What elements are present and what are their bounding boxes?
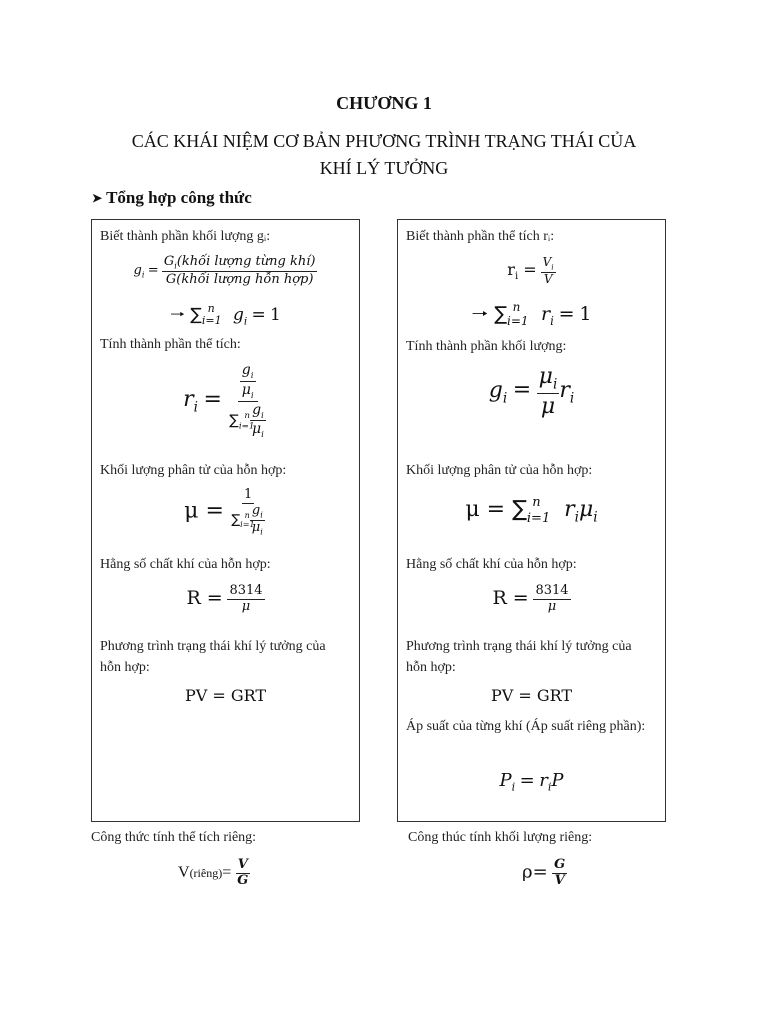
subtitle-line-2: KHÍ LÝ TƯỞNG <box>319 158 449 178</box>
molar-mass-formula: $\mu = \sum_{i=1}^n$ $r_i\mu_i$ <box>465 495 598 526</box>
volume-sum-rule: 🠒 $\sum_{i=1}^n$ $r_i = 1$ <box>471 300 592 328</box>
gas-constant-value: 8314 <box>229 583 263 598</box>
gas-constant-value: 8314 <box>535 583 569 598</box>
mass-fraction-formula: $g_i$ = $\frac{G_i(khối lượng từng khí)}{\text{G(khối lượng hỗn hợp)}}$ <box>133 254 316 287</box>
state-equation: PV = GRT <box>184 686 267 705</box>
volume-sum-value: 1 <box>579 303 592 325</box>
volume-fraction-formula: $r_i$ = $\frac{V_i}{V}$ <box>507 255 554 286</box>
mass-fraction-label: Tính thành phần khối lượng: <box>406 339 567 354</box>
section-title: Tổng hợp công thức <box>106 188 252 207</box>
subtitle-line-1: CÁC KHÁI NIỆM CƠ BẢN PHƯƠNG TRÌNH TRẠNG THÁI CỦA <box>131 131 637 151</box>
gas-constant-label: Hằng số chất khí của hỗn hợp: <box>100 557 271 572</box>
arrowhead-bullet-icon: ➤ <box>92 191 103 205</box>
volume-fraction-formula: $r_i$ = $\frac{g_i}{\mu_i}$ $\sum_{i=1}^n$ $\frac{g_i}{\mu_i}$ <box>183 362 264 441</box>
mass-fraction-formula: $g_i$ = $\frac{\mu_i}{\mu}$ $r_i$ <box>488 364 575 420</box>
molar-mass-formula: μ = 1 $\sum_{i=1}^n$ $\frac{g_i}{\mu_i}$ <box>184 487 263 537</box>
specific-volume-subscript: (riêng) <box>189 866 223 881</box>
molar-mass-label: Khối lượng phân tử của hỗn hợp: <box>406 463 593 478</box>
density-label: Công thúc tính khối lượng riêng: <box>408 830 593 845</box>
partial-pressure-formula: $P_i = r_iP$ <box>499 770 564 794</box>
volume-fraction-label: Biết thành phần thể tích rᵢ: <box>406 229 555 244</box>
molar-mass-numerator: 1 <box>243 487 253 502</box>
mass-sum-rule: 🠒 $\sum_{i=1}^n$ $g_i = 1$ <box>170 302 281 328</box>
chapter-title: CHƯƠNG 1 <box>336 93 432 113</box>
specific-volume-formula: V(riêng)= $\frac{V}{G}$ <box>178 857 249 888</box>
mass-sum-value: 1 <box>269 305 281 325</box>
gi-denominator-note: (khối lượng hỗn hợp) <box>176 271 314 287</box>
gas-constant-formula: R = $\frac{8314}{\mu}$ <box>492 583 569 614</box>
chapter-subtitle <box>80 128 688 182</box>
partial-pressure-label: Áp suất của từng khí (Áp suất riêng phần): <box>406 719 646 734</box>
state-equation: PV = GRT <box>490 686 573 705</box>
state-equation-label: Phương trình trạng thái khí lý tưởng của hỗn hợp: <box>406 639 632 675</box>
gas-constant-label: Hằng số chất khí của hỗn hợp: <box>406 557 577 572</box>
gi-numerator-note: (khối lượng từng khí) <box>176 254 316 269</box>
right-formula-box <box>397 219 666 822</box>
volume-fraction-label: Tính thành phần thể tích: <box>100 337 241 352</box>
mass-fraction-label: Biết thành phần khối lượng gᵢ: <box>100 229 271 244</box>
gas-constant-formula: R = $\frac{8314}{\mu}$ <box>186 583 263 614</box>
state-equation-label: Phương trình trạng thái khí lý tưởng của hỗn hợp: <box>100 639 326 675</box>
density-formula: ρ= $\frac{G}{V}$ <box>522 857 566 888</box>
molar-mass-label: Khối lượng phân tử của hỗn hợp: <box>100 463 287 478</box>
specific-volume-label: Công thức tính thể tích riêng: <box>91 830 257 845</box>
section-heading <box>92 188 252 208</box>
left-formula-box <box>91 219 360 822</box>
